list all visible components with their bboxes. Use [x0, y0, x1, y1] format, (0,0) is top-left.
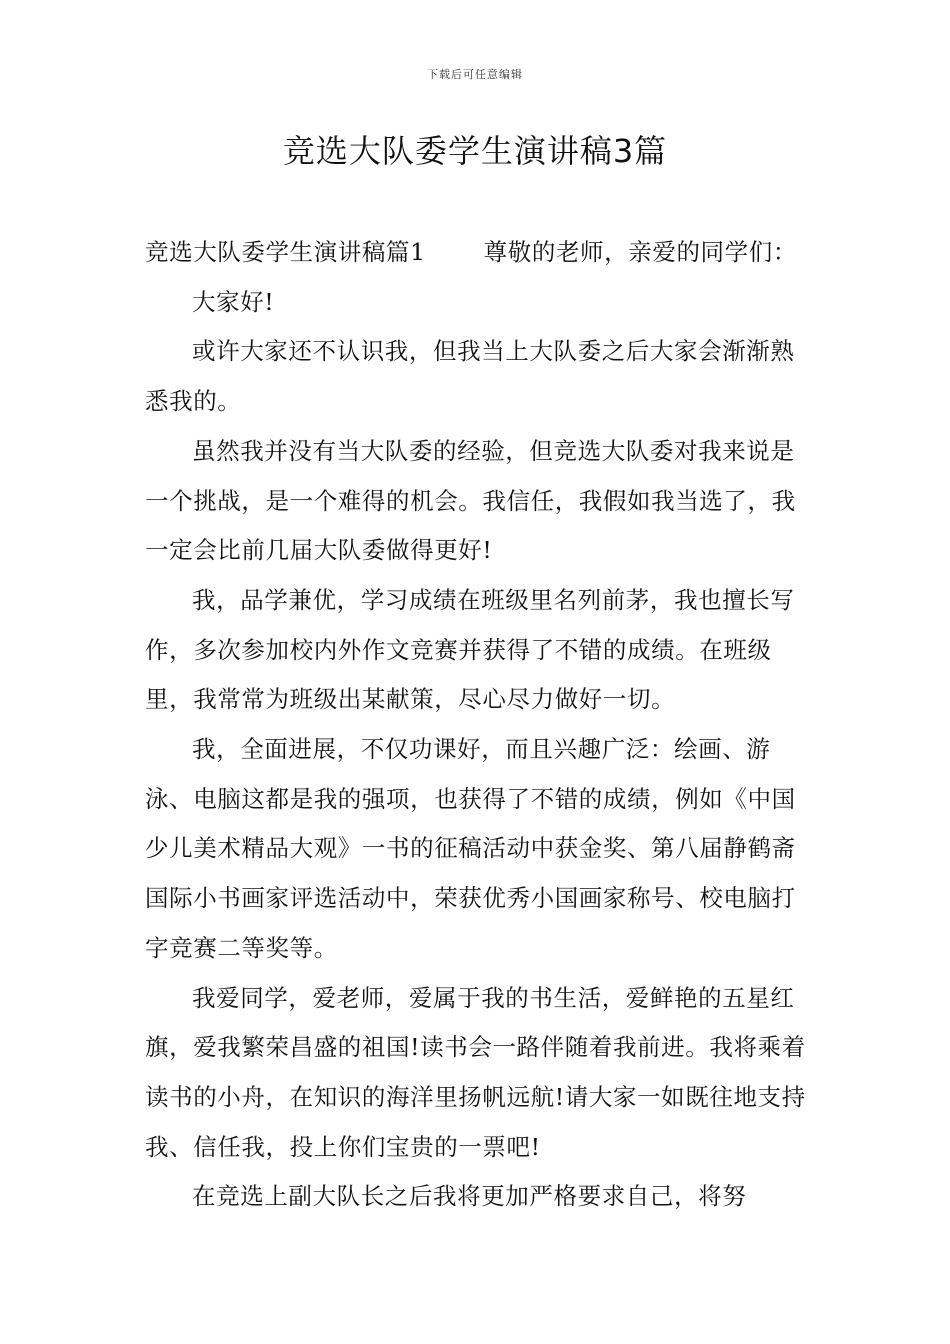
- salutation: 尊敬的老师，亲爱的同学们：: [483, 238, 797, 266]
- paragraph: 我爱同学，爱老师，爱属于我的书生活，爱鲜艳的五星红旗，爱我繁荣昌盛的祖国!读书会一路伴随着我前进。我将乘着读书的小舟，在知识的海洋里扬帆远航!请大家一如既往地支持我、信任我，投上你们宝贵的一票吧!: [145, 983, 806, 1161]
- paragraph: 虽然我并没有当大队委的经验，但竞选大队委对我来说是一个挑战，是一个难得的机会。我信任，我假如我当选了，我一定会比前几届大队委做得更好!: [145, 436, 796, 565]
- paragraph: 我，品学兼优，学习成绩在班级里名列前茅，我也擅长写作，多次参加校内外作文竞赛并获得了不错的成绩。在班级里，我常常为班级出某献策，尽心尽力做好一切。: [145, 585, 795, 714]
- paragraph: 大家好!: [192, 287, 275, 316]
- section-heading: 竞选大队委学生演讲稿篇1: [145, 238, 426, 266]
- document-body: [145, 228, 810, 1222]
- header-note: 下载后可任意编辑: [427, 68, 523, 81]
- paragraph: 在竞选上副大队长之后我将更加严格要求自己，将努: [192, 1182, 747, 1211]
- first-line: [145, 228, 810, 278]
- document-title: 竞选大队委学生演讲稿3篇: [282, 132, 668, 170]
- paragraph: 我，全面进展，不仅功课好，而且兴趣广泛：绘画、游泳、电脑这都是我的强项，也获得了不错的成绩，例如《中国少儿美术精品大观》一书的征稿活动中获金奖、第八届静鹤斋国际小书画家评选活动中，荣获优秀小国画家称号、校电脑打字竞赛二等奖等。: [145, 735, 796, 962]
- paragraph: 或许大家还不认识我，但我当上大队委之后大家会渐渐熟悉我的。: [145, 337, 795, 416]
